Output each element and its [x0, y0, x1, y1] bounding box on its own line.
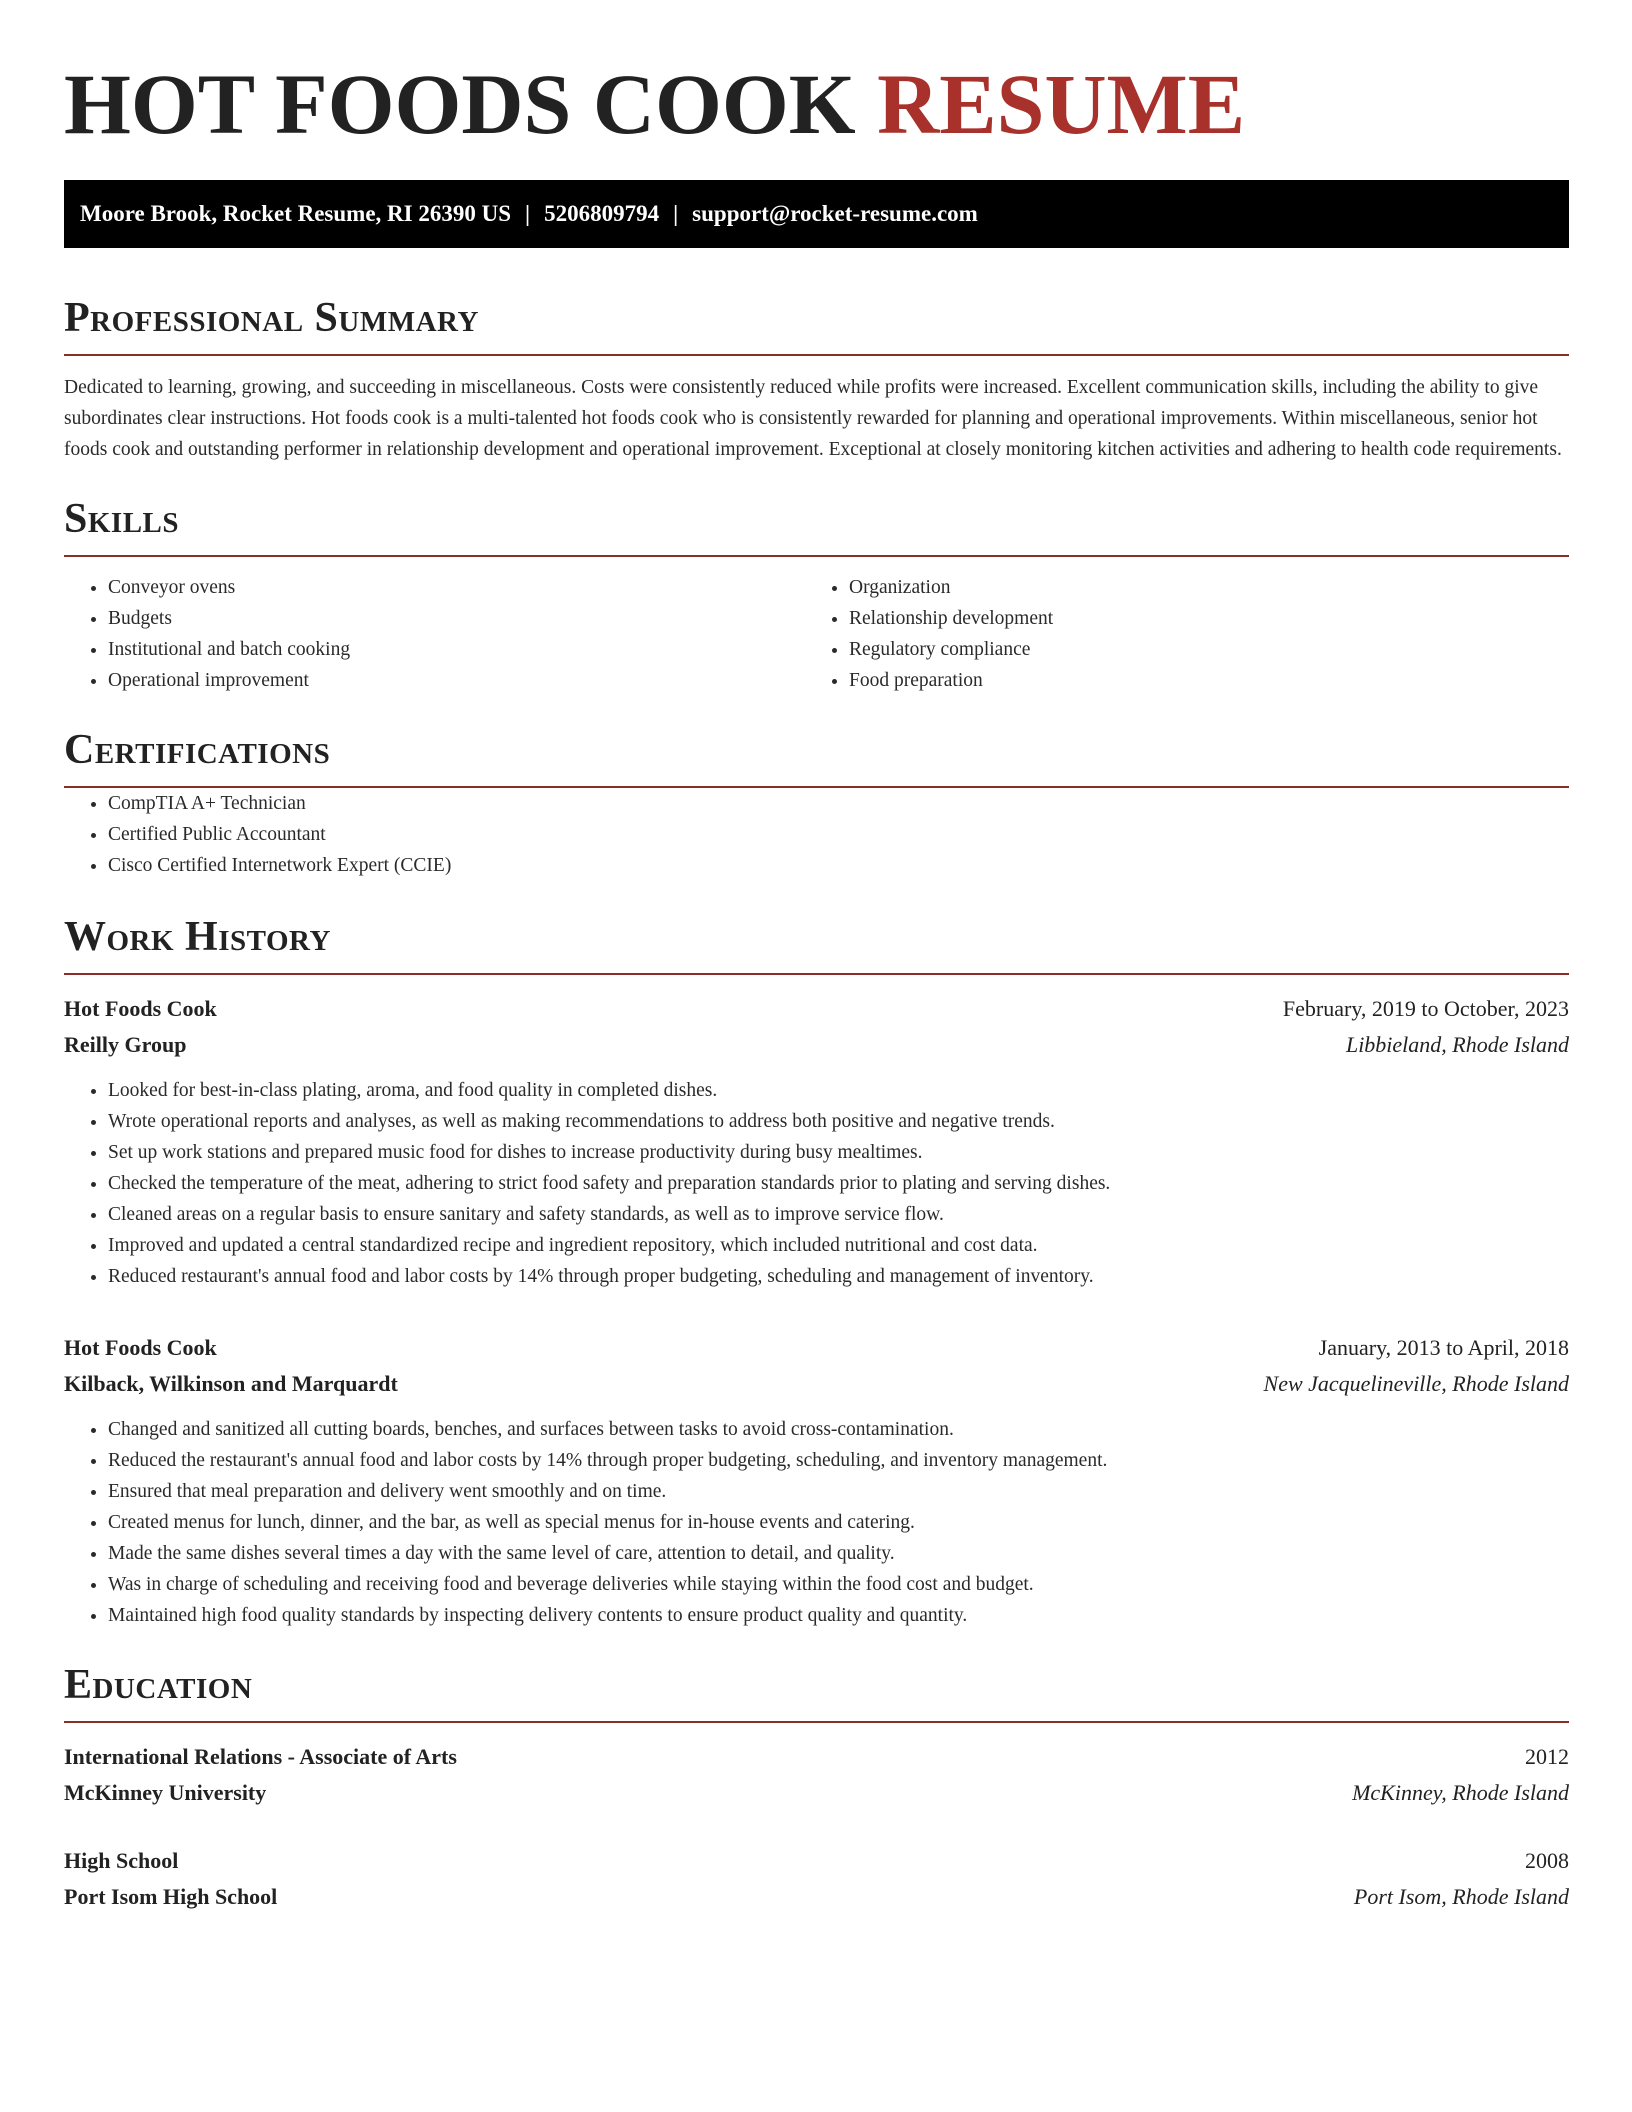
job-company: Kilback, Wilkinson and Marquardt	[64, 1371, 398, 1396]
summary-text: Dedicated to learning, growing, and succeeding in miscellaneous. Costs were consistently reduced while profits were increased. Excellent communication skills, including the ability to give subordinates clear instructions. Hot foods cook is a multi-talented hot foods cook who is consistently rewarded for planning and operational improvements. Within miscellaneous, senior hot foods cook and outstanding performer in relationship development and operational improvement. Exceptional at closely monitoring kitchen activities and adhering to health code requirements.	[64, 377, 1562, 460]
skill-item: • Relationship development	[849, 603, 1546, 634]
skills-column-1	[64, 572, 805, 696]
job-duty: • Ensured that meal preparation and delivery went smoothly and on time.	[108, 1476, 1569, 1507]
skills-section	[64, 493, 1569, 696]
job-duty: • Made the same dishes several times a day with the same level of care, attention to detail, and quality.	[108, 1538, 1569, 1569]
education-school: McKinney University	[64, 1780, 267, 1805]
education-section	[64, 1659, 1569, 1915]
job-duty: • Improved and updated a central standardized recipe and ingredient repository, which included nutritional and cost data.	[108, 1230, 1569, 1261]
skills-heading: Skills	[64, 496, 180, 542]
section-divider	[64, 973, 1569, 975]
education-header-row	[64, 1843, 1569, 1879]
job-duty: • Changed and sanitized all cutting boards, benches, and surfaces between tasks to avoid cross-contamination.	[108, 1414, 1569, 1445]
job-duty: • Looked for best-in-class plating, aroma, and food quality in completed dishes.	[108, 1075, 1569, 1106]
summary-section	[64, 292, 1569, 465]
job-company-row	[64, 1366, 1569, 1402]
skills-list-2	[805, 572, 1546, 696]
job-duty: • Reduced the restaurant's annual food and labor costs by 14% through proper budgeting, scheduling, and inventory management.	[108, 1445, 1569, 1476]
certifications-heading: Certifications	[64, 727, 331, 773]
contact-separator: |	[673, 201, 679, 226]
contact-bar	[64, 180, 1569, 248]
job-duty: • Wrote operational reports and analyses, as well as making recommendations to address both positive and negative trends.	[108, 1106, 1569, 1137]
job-header-row	[64, 991, 1569, 1027]
contact-phone[interactable]: 5206809794	[544, 201, 660, 226]
work-history-heading: Work History	[64, 914, 331, 960]
education-year: 2012	[1525, 1744, 1569, 1769]
job-duties-list	[64, 1414, 1569, 1631]
skill-item: • Regulatory compliance	[849, 634, 1546, 665]
section-divider	[64, 1721, 1569, 1723]
certification-item: • Cisco Certified Internetwork Expert (CCIE)	[108, 850, 1569, 881]
skill-item: • Food preparation	[849, 665, 1546, 696]
certification-item: • Certified Public Accountant	[108, 819, 1569, 850]
education-location: Port Isom, Rhode Island	[1353, 1884, 1569, 1909]
resume-title	[64, 58, 1569, 150]
skill-item: • Organization	[849, 572, 1546, 603]
education-year: 2008	[1525, 1848, 1569, 1873]
job-company: Reilly Group	[64, 1032, 187, 1057]
section-divider	[64, 555, 1569, 557]
education-school-row	[64, 1775, 1569, 1811]
education-degree: High School	[64, 1848, 179, 1873]
skills-column-2	[805, 572, 1546, 696]
job-entry	[64, 1330, 1569, 1631]
certification-item: • CompTIA A+ Technician	[108, 788, 1569, 819]
summary-heading: Professional Summary	[64, 295, 479, 341]
education-location: McKinney, Rhode Island	[1352, 1780, 1569, 1805]
job-duty: • Checked the temperature of the meat, adhering to strict food safety and preparation standards prior to plating and serving dishes.	[108, 1168, 1569, 1199]
education-school-row	[64, 1879, 1569, 1915]
contact-address: Moore Brook, Rocket Resume, RI 26390 US	[80, 201, 512, 226]
skill-item: • Budgets	[108, 603, 805, 634]
job-dates: January, 2013 to April, 2018	[1318, 1335, 1569, 1360]
skill-item: • Operational improvement	[108, 665, 805, 696]
education-entry	[64, 1739, 1569, 1811]
education-entry	[64, 1843, 1569, 1915]
job-dates: February, 2019 to October, 2023	[1282, 996, 1569, 1021]
skills-grid	[64, 572, 1569, 696]
job-duty: • Was in charge of scheduling and receiving food and beverage deliveries while staying within the food cost and budget.	[108, 1569, 1569, 1600]
skills-list-1	[64, 572, 805, 696]
education-heading: Education	[64, 1662, 253, 1708]
job-company-row	[64, 1027, 1569, 1063]
job-header-row	[64, 1330, 1569, 1366]
job-title: Hot Foods Cook	[64, 1335, 217, 1360]
job-location: New Jacquelineville, Rhode Island	[1263, 1371, 1569, 1396]
job-duty: • Cleaned areas on a regular basis to ensure sanitary and safety standards, as well as to improve service flow.	[108, 1199, 1569, 1230]
education-school: Port Isom High School	[64, 1884, 278, 1909]
job-duty: • Reduced restaurant's annual food and labor costs by 14% through proper budgeting, scheduling and management of inventory.	[108, 1261, 1569, 1292]
skill-item: • Conveyor ovens	[108, 572, 805, 603]
job-duty: • Created menus for lunch, dinner, and the bar, as well as special menus for in-house events and catering.	[108, 1507, 1569, 1538]
job-entry	[64, 991, 1569, 1292]
title-accent: RESUME	[877, 56, 1246, 152]
skill-item: • Institutional and batch cooking	[108, 634, 805, 665]
job-location: Libbieland, Rhode Island	[1345, 1032, 1569, 1057]
title-main: HOT FOODS COOK	[64, 56, 856, 152]
resume-page	[64, 0, 1569, 1915]
contact-separator: |	[525, 201, 531, 226]
contact-email[interactable]: support@rocket-resume.com	[692, 201, 978, 226]
certifications-section	[64, 724, 1569, 881]
education-degree: International Relations - Associate of Arts	[64, 1744, 457, 1769]
job-duties-list	[64, 1075, 1569, 1292]
job-duty: • Maintained high food quality standards by inspecting delivery contents to ensure product quality and quantity.	[108, 1600, 1569, 1631]
section-divider	[64, 354, 1569, 356]
education-header-row	[64, 1739, 1569, 1775]
certifications-list	[64, 788, 1569, 881]
job-duty: • Set up work stations and prepared music food for dishes to increase productivity during busy mealtimes.	[108, 1137, 1569, 1168]
job-title: Hot Foods Cook	[64, 996, 217, 1021]
work-history-section	[64, 911, 1569, 1631]
